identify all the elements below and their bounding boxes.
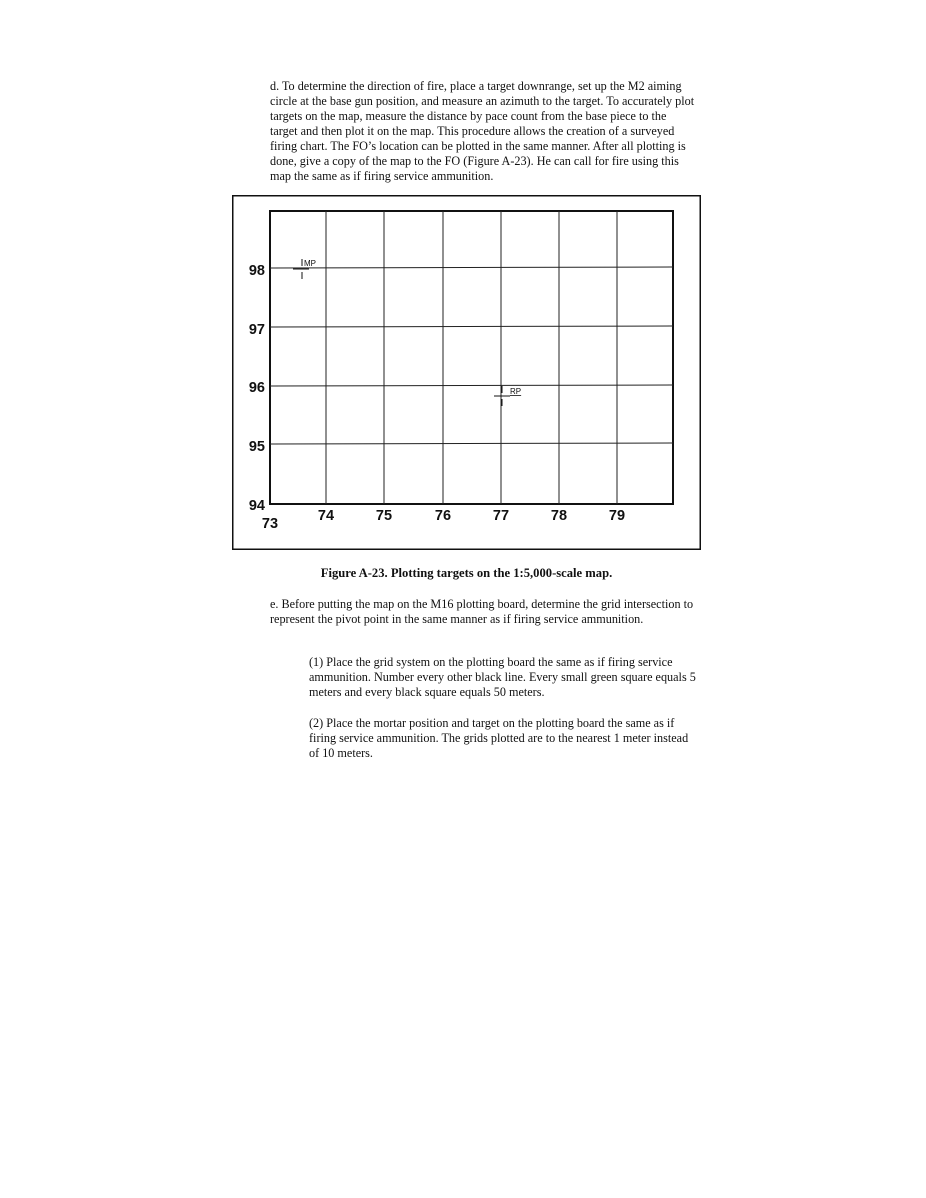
paragraph-e: e. Before putting the map on the M16 plotting board, determine the grid intersection to represent the pivot point in the same manner as if firing service ammunition. (270, 597, 694, 626)
northing-label: 97 (248, 322, 265, 338)
paragraph-e2: (2) Place the mortar position and target on the plotting board the same as if firing service ammunition. The grids plotted are to the nearest 1 meter instead of 10 meters. (309, 716, 689, 760)
grid-map (232, 195, 701, 550)
figure-frame (233, 196, 701, 550)
easting-label: 73 (261, 516, 279, 532)
easting-label: 76 (434, 508, 452, 524)
mp-label: MP (304, 259, 316, 268)
easting-label: 77 (492, 508, 510, 524)
paragraph-d: d. To determine the direction of fire, place a target downrange, set up the M2 aiming circle at the base gun position, and measure an azimuth to the target. To accurately plot targets on the map, measure the distance by pace count from the base piece to the target and then plot it on the map. This procedure allows the creation of a surveyed firing chart. The FO’s location can be plotted in the same manner. After all plotting is done, give a copy of the map to the FO (Figure A-23). He can call for fire using this map the same as if firing service ammunition. (270, 79, 695, 183)
northing-label: 96 (248, 380, 265, 396)
easting-label: 78 (550, 508, 568, 524)
northing-label: 94 (248, 498, 265, 514)
easting-label: 75 (375, 508, 393, 524)
rp-label: RP (510, 387, 522, 396)
figure-caption: Figure A-23. Plotting targets on the 1:5,000-scale map. (320, 566, 613, 580)
easting-label: 74 (317, 508, 335, 524)
paragraph-e1: (1) Place the grid system on the plotting board the same as if firing service ammunition. Number every other black line. Every small green square equals 5 meters and every black square equals 50 meters. (309, 655, 696, 699)
northing-label: 95 (248, 439, 265, 455)
northing-label: 98 (248, 263, 265, 279)
easting-label: 79 (608, 508, 626, 524)
figure-a-23 (232, 195, 701, 550)
